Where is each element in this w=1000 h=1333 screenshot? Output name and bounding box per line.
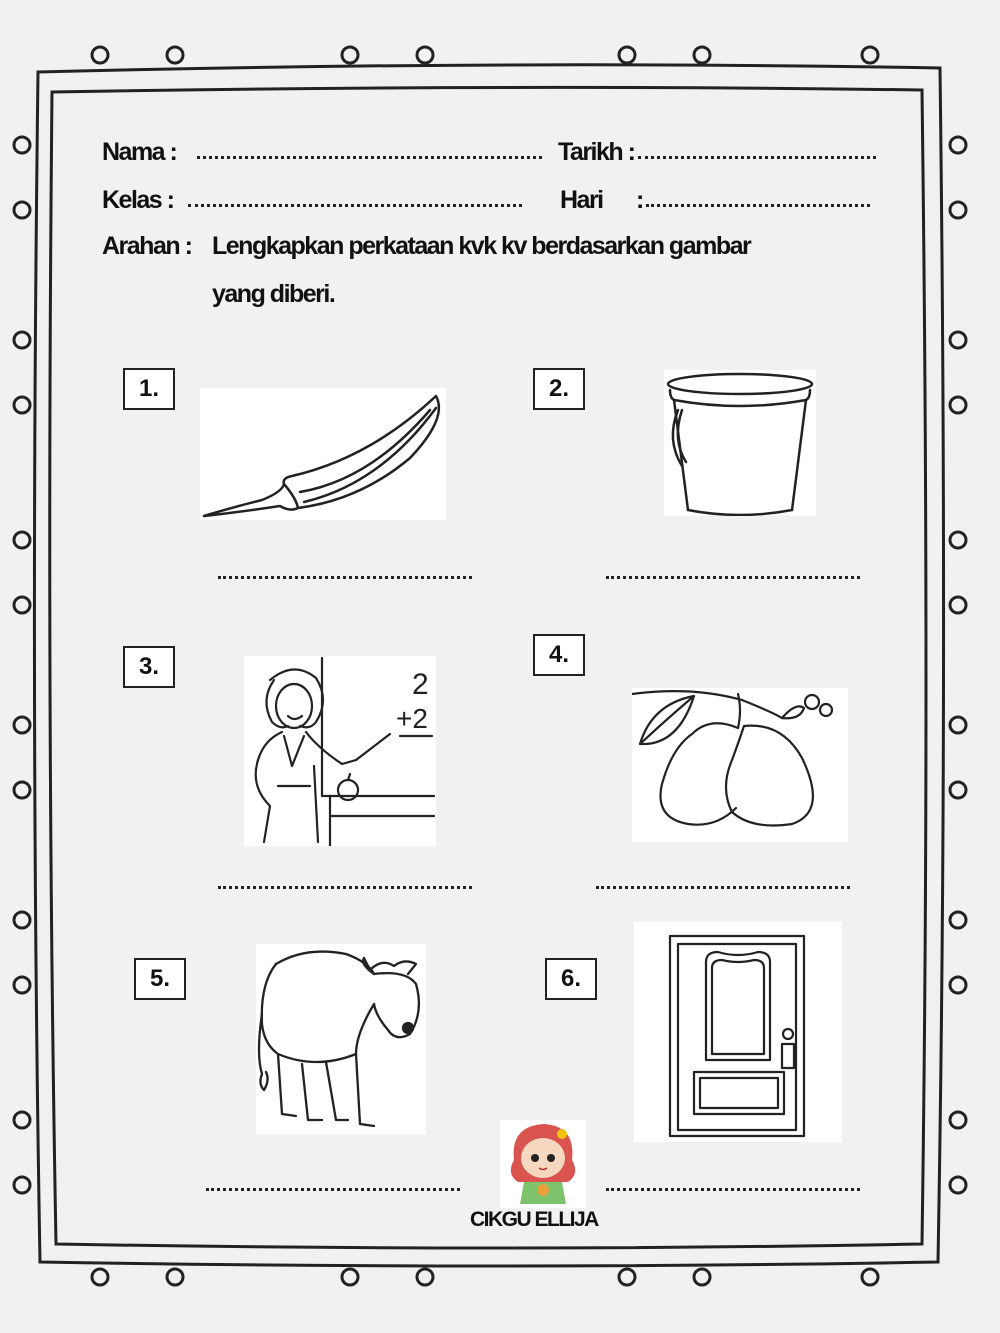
frame-loop [342,47,358,63]
frame-loop [694,47,710,63]
frame-loop [950,1177,966,1193]
arahan-text-line2: yang diberi. [212,280,335,308]
frame-loop [14,332,30,348]
frame-loop [14,1112,30,1128]
frame-loop [694,1269,710,1285]
frame-loop [950,782,966,798]
frame-loop [950,912,966,928]
answer-line-2[interactable] [606,576,860,579]
hari-label: Hari [560,186,603,214]
rose-apple-fruit-icon [632,688,848,842]
answer-line-4[interactable] [596,886,850,889]
frame-loop [950,717,966,733]
teacher-icon [244,656,436,846]
frame-loop [417,47,433,63]
frame-loop [862,1269,878,1285]
nama-label: Nama : [102,138,177,166]
frame-loop [14,202,30,218]
svg-text:+2: +2 [396,703,428,734]
kelas-field[interactable] [188,204,522,207]
author-signature: CIKGU ELLIJA [470,1208,598,1231]
arahan-label: Arahan : [102,232,192,260]
frame-loop [167,1269,183,1285]
frame-loop [14,782,30,798]
frame-loop [950,202,966,218]
frame-loop [950,532,966,548]
frame-loop [950,597,966,613]
frame-loop [14,597,30,613]
frame-loop [950,397,966,413]
answer-line-3[interactable] [218,886,472,889]
frame-loop [619,1269,635,1285]
frame-loop [950,1112,966,1128]
tarikh-field[interactable] [638,156,876,159]
frame-loop [417,1269,433,1285]
bucket-icon [664,370,816,516]
frame-loop [619,47,635,63]
frame-loop [950,977,966,993]
item-number-6: 6. [545,958,597,1000]
hari-field[interactable] [646,204,870,207]
frame-loop [14,397,30,413]
frame-loop [92,1269,108,1285]
frame-loop [92,47,108,63]
item-number-1: 1. [123,368,175,410]
nama-field[interactable] [197,156,542,159]
frame-loop [950,137,966,153]
door-icon [634,922,842,1142]
frame-loop [14,1177,30,1193]
tarikh-label: Tarikh : [558,138,635,166]
frame-loop [14,532,30,548]
frame-loop [167,47,183,63]
answer-line-1[interactable] [218,576,472,579]
answer-line-6[interactable] [606,1188,860,1191]
arahan-text-line1: Lengkapkan perkataan kvk kv berdasarkan gambar [212,232,751,260]
kelas-label: Kelas : [102,186,174,214]
girl-mascot-icon [500,1120,586,1208]
item-number-3: 3. [123,646,175,688]
chili-pepper-icon [200,388,446,520]
frame-loop [14,977,30,993]
cow-icon [256,944,426,1134]
item-number-4: 4. [533,634,585,676]
frame-loop [950,332,966,348]
item-number-2: 2. [533,368,585,410]
frame-loop [14,717,30,733]
svg-text:2: 2 [412,668,429,701]
answer-line-5[interactable] [206,1188,460,1191]
frame-loop [14,912,30,928]
hari-colon: : [636,186,643,214]
frame-loop [862,47,878,63]
frame-loop [14,137,30,153]
frame-loop [342,1269,358,1285]
item-number-5: 5. [134,958,186,1000]
